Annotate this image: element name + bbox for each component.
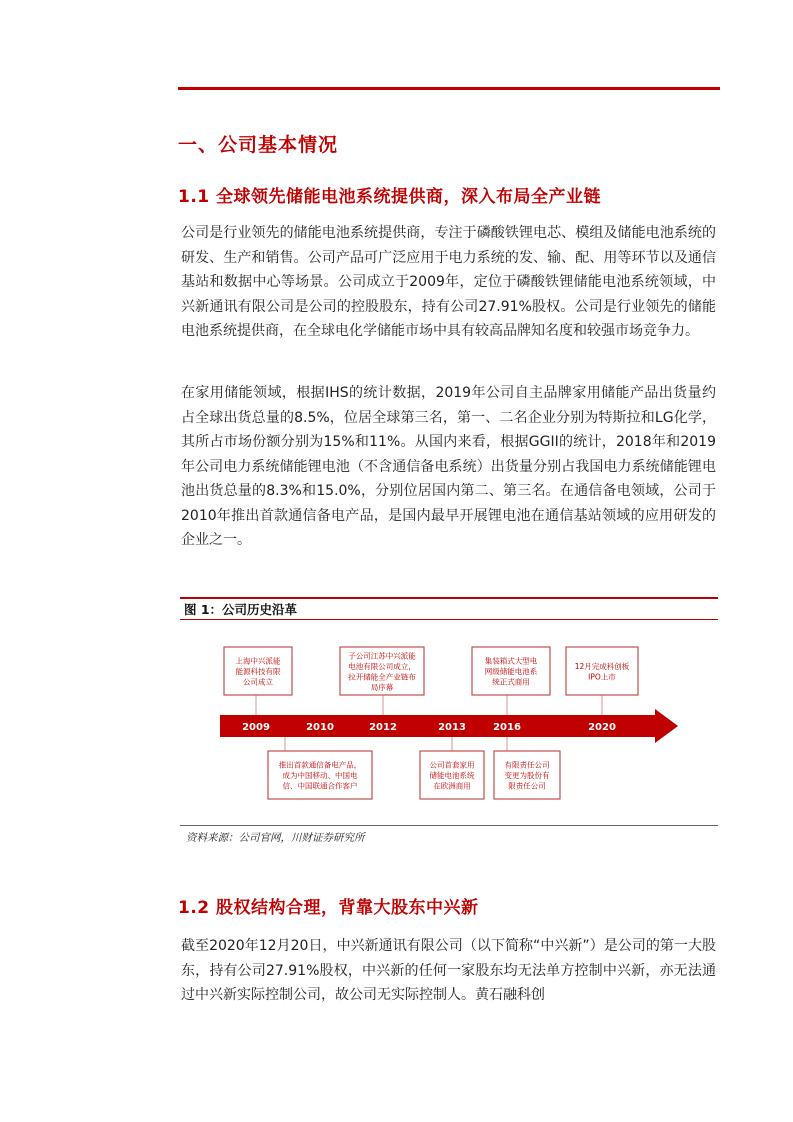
timeline-year-2010: 2010 [306, 722, 334, 733]
paragraph-ownership: 截至2020年12月20日，中兴新通讯有限公司（以下简称“中兴新”）是公司的第一大股东，持有公司27.91%股权，中兴新的任何一家股东均无法单方控制中兴新，亦无法通过中兴新实际控制公司，故公司无实际控制人。黄石融科创 [181, 938, 716, 1003]
event-text-top-2009: 公司成立 [243, 677, 273, 687]
figure-title-bar [180, 597, 718, 620]
paragraph-market-position: 在家用储能领域，根据IHS的统计数据，2019年公司自主品牌家用储能产品出货量约占全球出货总量的8.5%，位居全球第三名，第一、二名企业分别为特斯拉和LG化学，其所占市场份额分别为15%和11%。从国内来看，根据GGII的统计，2018年和2019年公司电力系统储能锂电池（不含通信备电系统）出货量分别占我国电力系统储能锂电池出货总量的8.3%和15.0%，分别位居国内第二、第三名。在通信备电领域，公司于2010年推出首款通信备电产品，是国内最早开展锂电池在通信基站领域的应用研发的企业之一。 [181, 385, 716, 548]
event-text-bottom-2016: 变更为股份有 [504, 771, 550, 780]
subsection-heading-1-2: 1.2 股权结构合理，背靠大股东中兴新 [178, 898, 479, 918]
event-text-top-2020: IPO上市 [588, 672, 616, 682]
event-text-bottom-2013: 在欧洲商用 [433, 781, 471, 791]
section-heading: 一、公司基本情况 [178, 134, 339, 156]
figure-bottom-rule [180, 825, 718, 826]
event-text-top-2012: 拉开储能全产业链布 [348, 672, 416, 682]
event-text-top-2016: 网级储能电池系 [484, 667, 538, 676]
timeline-year-2020: 2020 [588, 722, 616, 733]
event-text-bottom-2010: 成为中国移动、中国电 [282, 771, 358, 780]
event-text-bottom-2010: 推出首款通信备电产品， [278, 760, 362, 770]
timeline-diagram [180, 625, 718, 825]
event-text-bottom-2013: 储能电池系统 [429, 771, 475, 780]
event-box-top-2020 [566, 647, 638, 695]
event-text-top-2012: 局序幕 [370, 682, 394, 692]
timeline-year-2016: 2016 [493, 722, 521, 733]
event-text-top-2012: 子公司江苏中兴派能 [348, 651, 416, 661]
event-text-bottom-2016: 有限责任公司 [504, 760, 550, 770]
event-text-top-2016: 集装箱式大型电 [484, 656, 538, 666]
header-rule [178, 87, 720, 90]
figure-title: 图 1：公司历史沿革 [184, 602, 298, 617]
timeline-year-2013: 2013 [438, 722, 466, 733]
event-text-top-2009: 上海中兴派能 [235, 656, 281, 666]
event-text-bottom-2010: 信、中国联通合作客户 [282, 781, 358, 791]
timeline-year-2009: 2009 [242, 722, 270, 733]
event-text-bottom-2013: 公司首套家用 [429, 760, 475, 770]
timeline-figure [180, 625, 718, 825]
event-text-top-2009: 能源科技有限 [235, 667, 281, 676]
event-text-top-2020: 12月完成科创板 [574, 661, 630, 671]
paragraph-company-overview: 公司是行业领先的储能电池系统提供商，专注于磷酸铁锂电芯、模组及储能电池系统的研发、生产和销售。公司产品可广泛应用于电力系统的发、输、配、用等环节以及通信基站和数据中心等场景。公司成立于2009年，定位于磷酸铁锂储能电池系统领域，中兴新通讯有限公司是公司的控股股东，持有公司27.91%股权。公司是行业领先的储能电池系统提供商，在全球电化学储能市场中具有较高品牌知名度和较强市场竞争力。 [181, 225, 716, 339]
figure-source: 资料来源：公司官网，川财证券研究所 [186, 832, 365, 844]
event-text-top-2012: 电池有限公司成立， [348, 661, 416, 671]
event-text-bottom-2016: 限责任公司 [508, 781, 546, 791]
subsection-heading-1-1: 1.1 全球领先储能电池系统提供商，深入布局全产业链 [178, 187, 602, 207]
timeline-year-2012: 2012 [369, 722, 397, 733]
event-text-top-2016: 统正式商用 [492, 677, 530, 687]
